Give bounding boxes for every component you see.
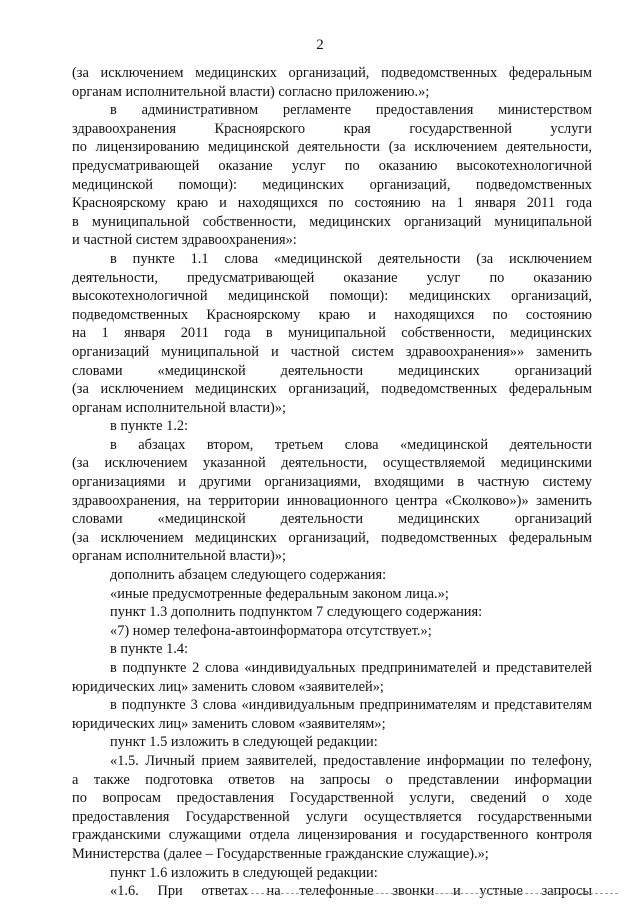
text-line: организаций муниципальной и частной систем здравоохранения»» заменить <box>72 343 592 360</box>
text-line: (за исключением медицинских организаций, подведомственных федеральным <box>72 381 592 398</box>
text-line: «1.6. При ответах на телефонные звонки и устные запросы <box>110 883 592 900</box>
text-line: высокотехнологичной медицинской помощи): медицинских организаций, <box>72 288 592 305</box>
text-line: предусматривающей оказание услуг по оказанию высокотехнологичной <box>72 157 592 174</box>
text-line: в пункте 1.2: <box>110 418 189 435</box>
document-body <box>72 64 592 901</box>
text-line: органам исполнительной власти)»; <box>72 399 287 416</box>
text-line: предоставления Государственной услуги осуществляется государственными <box>72 808 592 825</box>
text-line: Министерства (далее – Государственные гражданские служащие).»; <box>72 845 489 862</box>
text-line: по лицензированию медицинской деятельности (за исключением деятельности, <box>72 139 592 156</box>
text-line: гражданскими служащими отдела лицензирования и государственного контроля <box>72 827 592 844</box>
text-line: словами «медицинской деятельности медицинских организаций <box>72 362 592 379</box>
text-line: «1.5. Личный прием заявителей, предоставление информации по телефону, <box>110 752 592 769</box>
text-line: здравоохранения Красноярского края государственной услуги <box>72 120 592 137</box>
text-line: (за исключением указанной деятельности, осуществляемой медицинскими <box>72 455 592 472</box>
page-number: 2 <box>316 37 324 53</box>
text-line: медицинской помощи): медицинских организаций, подведомственных <box>72 176 592 193</box>
text-line: а также подготовка ответов на запросы о представлении информации <box>72 771 592 788</box>
text-line: здравоохранения, на территории инновационного центра «Сколково»)» заменить <box>72 492 592 509</box>
text-line: (за исключением медицинских организаций, подведомственных федеральным <box>72 529 592 546</box>
text-line: юридических лиц» заменить словом «заявителей»; <box>72 678 384 695</box>
text-line: органам исполнительной власти) согласно приложению.»; <box>72 83 430 100</box>
text-line: «7) номер телефона-автоинформатора отсутствует.»; <box>110 622 432 639</box>
text-line: в пункте 1.1 слова «медицинской деятельности (за исключением <box>110 250 592 267</box>
text-line: юридических лиц» заменить словом «заявителям»; <box>72 715 386 732</box>
text-line: «иные предусмотренные федеральным законом лица.»; <box>110 585 449 602</box>
text-line: подведомственных Красноярскому краю и находящихся по состоянию <box>72 306 592 323</box>
text-line: в подпункте 3 слова «индивидуальным предпринимателям и представителям <box>110 697 592 714</box>
text-line: организациями и другими организациями, входящими в частную систему <box>72 474 592 491</box>
text-line: в административном регламенте предоставления министерством <box>110 102 592 119</box>
text-line: в подпункте 2 слова «индивидуальных предпринимателей и представителей <box>110 660 592 676</box>
text-line: пункт 1.6 изложить в следующей редакции: <box>110 864 378 881</box>
text-line: и частной систем здравоохранения»: <box>72 232 297 249</box>
text-line: (за исключением медицинских организаций, подведомственных федеральным <box>72 65 592 81</box>
text-line: словами «медицинской деятельности медицинских организаций <box>72 511 592 528</box>
text-line: пункт 1.3 дополнить подпунктом 7 следующего содержания: <box>110 604 483 621</box>
text-line: в муниципальной собственности, медицинских организаций муниципальной <box>72 213 592 230</box>
text-line: на 1 января 2011 года в муниципальной собственности, медицинских <box>72 325 592 342</box>
text-line: в пункте 1.4: <box>110 641 189 658</box>
text-line: дополнить абзацем следующего содержания: <box>110 567 387 584</box>
text-line: деятельности, предусматривающей оказание услуг по оказанию <box>72 269 592 286</box>
text-line: органам исполнительной власти)»; <box>72 548 287 565</box>
text-line: пункт 1.5 изложить в следующей редакции: <box>110 734 378 751</box>
footer-rule <box>236 893 618 894</box>
text-line: по вопросам предоставления Государственной услуги, сведений о ходе <box>72 790 592 807</box>
text-line: в абзацах втором, третьем слова «медицинской деятельности <box>110 436 592 453</box>
text-line: Красноярскому краю и находящихся по состоянию на 1 января 2011 года <box>72 195 592 212</box>
